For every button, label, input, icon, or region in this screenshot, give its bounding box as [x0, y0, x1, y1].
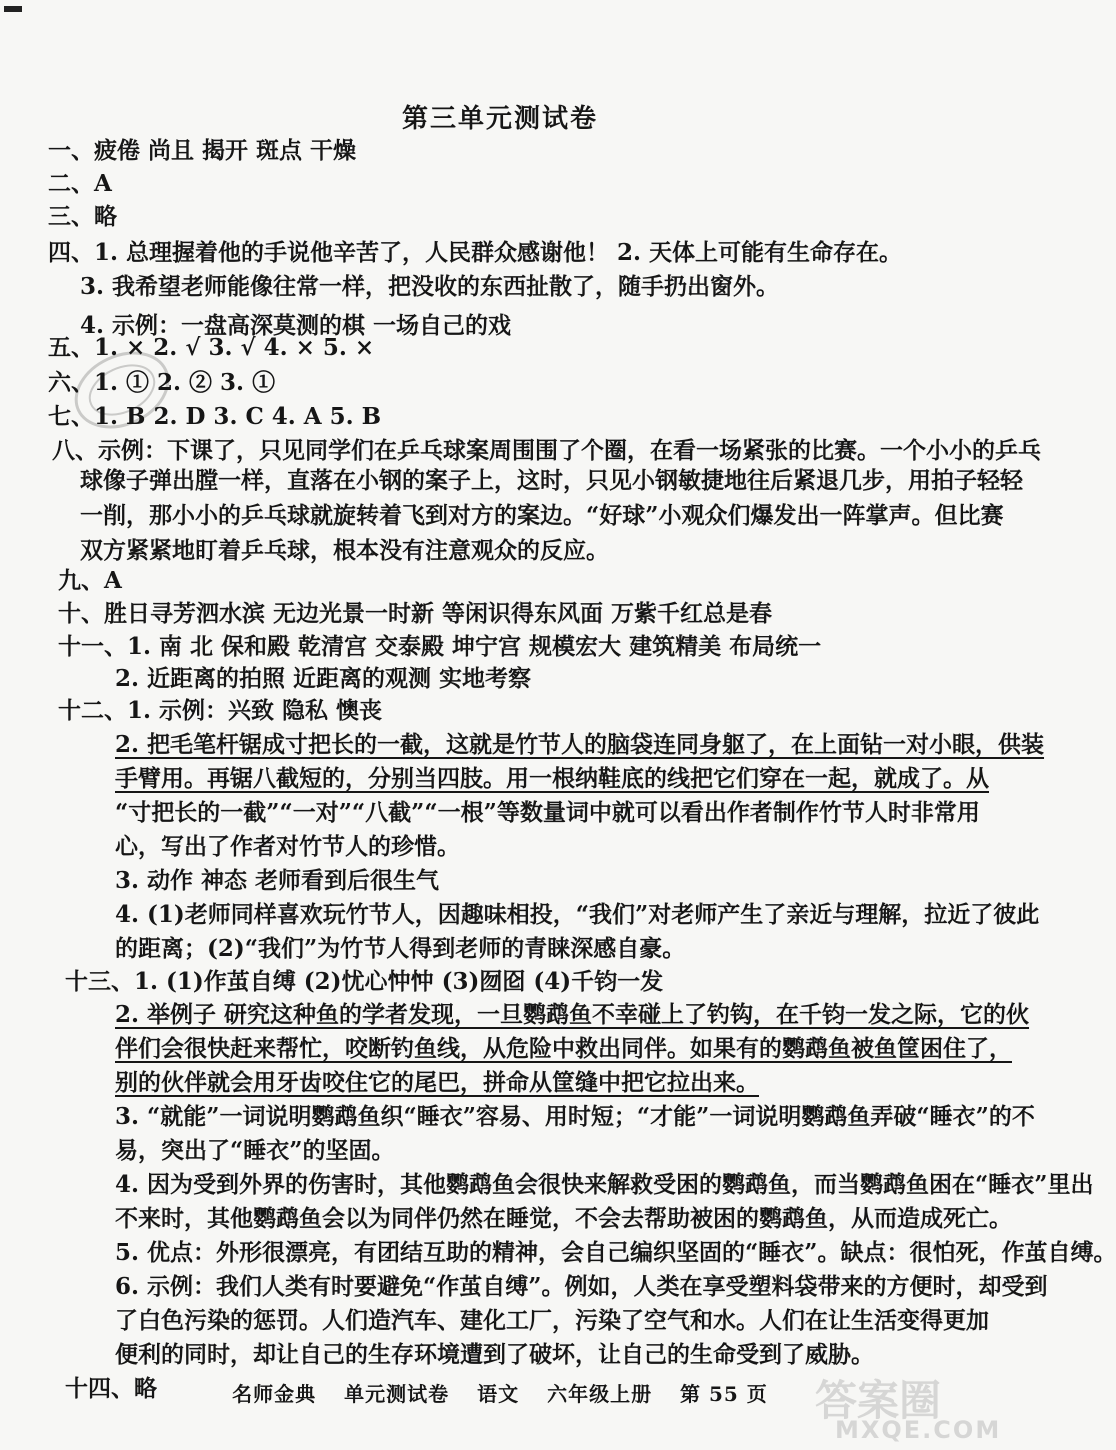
answer-line-20: 手臂用。再锯八截短的，分别当四肢。用一根纳鞋底的线把它们穿在一起，就成了。从 [115, 765, 989, 792]
answer-line-24: 4. (1)老师同样喜欢玩竹节人，因趣味相投，“我们”对老师产生了亲近与理解，拉近了彼此 [115, 901, 1040, 928]
answer-line-1: 一、疲倦 尚且 揭开 斑点 干燥 [48, 137, 357, 164]
scan-corner-mark [4, 6, 22, 12]
footer-brand: 名师金典 [232, 1382, 317, 1406]
footer-type: 单元测试卷 [344, 1382, 450, 1406]
answer-line-31: 易，突出了“睡衣”的坚固。 [115, 1137, 395, 1164]
answer-line-13: 双方紧紧地盯着乒乓球，根本没有注意观众的反应。 [80, 537, 609, 564]
answer-line-15: 十、胜日寻芳泗水滨 无边光景一时新 等闲识得东风面 万紫千红总是春 [58, 600, 773, 627]
answer-line-30: 3. “就能”一词说明鹦鹉鱼织“睡衣”容易、用时短；“才能”一词说明鹦鹉鱼弄破“睡衣”的不 [115, 1103, 1035, 1130]
answer-line-27: 2. 举例子 研究这种鱼的学者发现，一旦鹦鹉鱼不幸碰上了钓钩，在千钧一发之际，它的伙 [115, 1001, 1030, 1028]
answer-line-10: 八、示例：下课了，只见同学们在乒乓球案周围围了个圈，在看一场紧张的比赛。一个小小的乒乓 [52, 437, 1041, 464]
page-title: 第三单元测试卷 [401, 104, 598, 134]
answer-line-6: 4. 示例：一盘高深莫测的棋 一场自己的戏 [80, 312, 512, 339]
answer-line-7: 五、1. × 2. √ 3. √ 4. × 5. × [48, 334, 375, 361]
answer-line-14: 九、A [58, 567, 122, 594]
answer-line-28: 伴们会很快赶来帮忙，咬断钓鱼线，从危险中救出同伴。如果有的鹦鹉鱼被鱼筐困住了， [115, 1035, 1012, 1062]
answer-line-22: 心，写出了作者对竹节人的珍惜。 [115, 833, 460, 860]
answer-line-23: 3. 动作 神态 老师看到后很生气 [115, 867, 440, 894]
answer-line-2: 二、A [48, 170, 112, 197]
answer-line-21: “寸把长的一截”“一对”“八截”“一根”等数量词中就可以看出作者制作竹节人时非常用 [115, 799, 980, 826]
answer-line-18: 十二、1. 示例：兴致 隐私 懊丧 [58, 697, 383, 724]
answer-line-36: 了白色污染的惩罚。人们造汽车、建化工厂，污染了空气和水。人们在让生活变得更加 [115, 1307, 989, 1334]
answer-line-37: 便利的同时，却让自己的生存环境遭到了破坏，让自己的生命受到了威胁。 [115, 1341, 874, 1368]
answer-line-19: 2. 把毛笔杆锯成寸把长的一截，这就是竹节人的脑袋连同身躯了，在上面钻一对小眼，供装 [115, 731, 1045, 758]
answer-line-11: 球像子弹出膛一样，直落在小钢的案子上，这时，只见小钢敏捷地往后紧退几步，用拍子轻轻 [80, 467, 1023, 494]
watermark-main: 答案圈 [815, 1376, 942, 1425]
answer-line-35: 6. 示例：我们人类有时要避免“作茧自缚”。例如，人类在享受塑料袋带来的方便时，却受到 [115, 1273, 1048, 1300]
site-watermark [815, 1368, 1002, 1446]
answer-line-4: 四、1. 总理握着他的手说他辛苦了，人民群众感谢他！ 2. 天体上可能有生命存在。 [48, 239, 903, 266]
footer-page-number: 第 55 页 [680, 1382, 768, 1406]
answer-line-5: 3. 我希望老师能像往常一样，把没收的东西扯散了，随手扔出窗外。 [80, 273, 780, 300]
answer-line-8: 六、1. ① 2. ② 3. ① [48, 369, 276, 396]
answer-line-34: 5. 优点：外形很漂亮，有团结互助的精神，会自己编织坚固的“睡衣”。缺点：很怕死，作茧自缚。 [115, 1239, 1116, 1266]
answer-line-9: 七、1. B 2. D 3. C 4. A 5. B [48, 403, 382, 430]
footer-grade: 六年级上册 [547, 1382, 653, 1406]
answer-line-25: 的距离；(2)“我们”为竹节人得到老师的青睐深感自豪。 [115, 935, 686, 962]
answer-line-38: 十四、略 [65, 1375, 157, 1402]
watermark-sub: MXQE.COM [835, 1416, 1002, 1444]
answer-line-16: 十一、1. 南 北 保和殿 乾清宫 交泰殿 坤宁宫 规模宏大 建筑精美 布局统一 [58, 633, 822, 660]
answer-line-32: 4. 因为受到外界的伤害时，其他鹦鹉鱼会很快来解救受困的鹦鹉鱼，而当鹦鹉鱼困在“睡衣”里出 [115, 1171, 1094, 1198]
answer-line-12: 一削，那小小的乒乓球就旋转着飞到对方的案边。“好球”小观众们爆发出一阵掌声。但比赛 [80, 502, 1004, 529]
answer-line-17: 2. 近距离的拍照 近距离的观测 实地考察 [115, 665, 532, 692]
answer-line-26: 十三、1. (1)作茧自缚 (2)忧心忡忡 (3)囫囵 (4)千钧一发 [65, 968, 664, 995]
footer-subject: 语文 [477, 1382, 520, 1406]
answer-line-33: 不来时，其他鹦鹉鱼会以为同伴仍然在睡觉，不会去帮助被困的鹦鹉鱼，从而造成死亡。 [115, 1205, 1012, 1232]
answer-line-29: 别的伙伴就会用牙齿咬住它的尾巴，拼命从筐缝中把它拉出来。 [115, 1069, 759, 1096]
answer-line-3: 三、略 [48, 203, 117, 230]
